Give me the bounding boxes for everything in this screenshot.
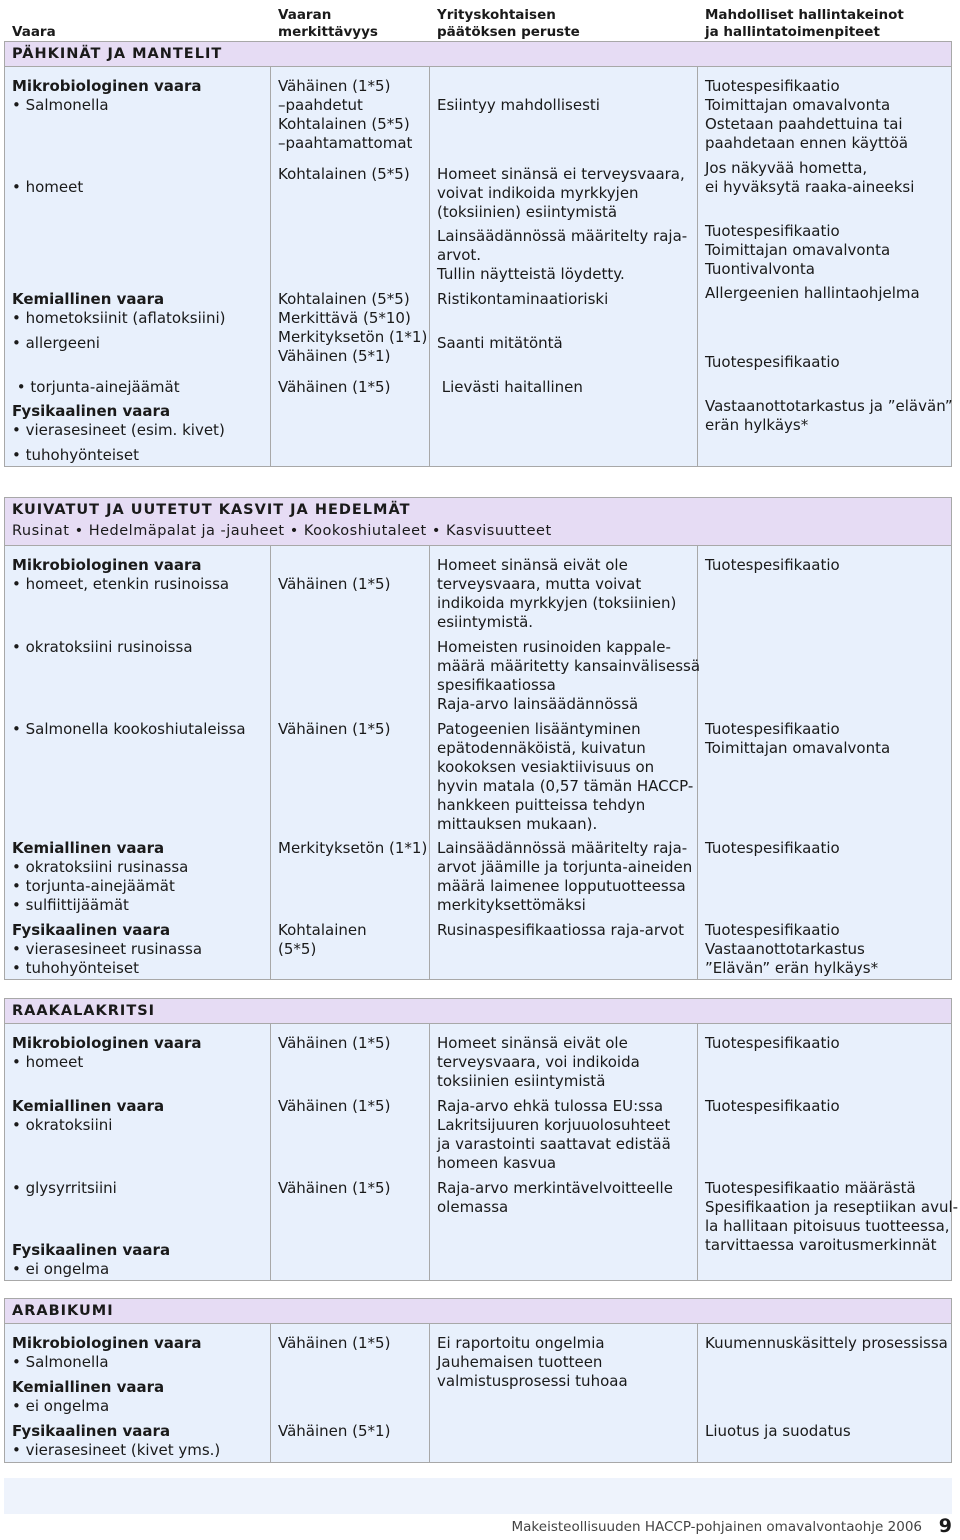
column-headers [4, 5, 952, 41]
hazard-item: • hometoksiinit (aflatoksiini) [12, 309, 226, 327]
measure-text: Tuotespesifikaatio Vastaanottotarkastus ”Elävän” erän hylkäys* [705, 921, 879, 977]
hazard-column [5, 67, 271, 466]
measure-text: Tuotespesifikaatio [705, 839, 840, 857]
measure-text: Kuumennuskäsittely prosessissa [705, 1334, 948, 1352]
hazard-column [5, 1024, 271, 1280]
hazard-category: Fysikaalinen vaara [12, 402, 171, 420]
basis-text: Patogeenien lisääntyminen epätodennäköistä, kuivatun kookoksen vesiaktiivisuus on hyvin matala (0,57 tämän HACCP- hankkeen puitteissa tehdyn mittauksen mukaan). [437, 720, 694, 833]
hazard-category: Mikrobiologinen vaara [12, 1034, 202, 1052]
significance-column [271, 1024, 430, 1280]
column-header-significance: Vaaran merkittävyys [278, 7, 378, 40]
hazard-item: • okratoksiini rusinassa • torjunta-ainejäämät • sulfiittijäämät [12, 858, 189, 914]
hazard-item: • vierasesineet (kivet yms.) [12, 1441, 221, 1459]
column-header-hazard: Vaara [12, 24, 56, 40]
section-body [5, 67, 951, 466]
significance-value: Vähäinen (1*5) [278, 1034, 391, 1052]
basis-text: Rusinaspesifikaatiossa raja-arvot [437, 921, 684, 939]
basis-text: Saanti mitätöntä [437, 334, 563, 352]
basis-text: Homeet sinänsä eivät ole terveysvaara, voi indikoida toksiinien esiintymistä [437, 1034, 640, 1090]
hazard-item: • okratoksiini [12, 1116, 113, 1134]
measures-column [698, 67, 951, 466]
section-body [5, 1324, 951, 1462]
significance-value: Kohtalainen (5*5) [278, 165, 410, 183]
significance-value: Vähäinen (1*5) [278, 575, 391, 593]
hazard-item: • vierasesineet rusinassa • tuhohyönteiset [12, 940, 203, 977]
hazard-category: Kemiallinen vaara [12, 290, 165, 308]
section-body [5, 546, 951, 979]
basis-text: Ristikontaminaatioriski [437, 290, 609, 308]
column-header-basis: Yrityskohtaisen päätöksen peruste [437, 7, 580, 40]
significance-value: Vähäinen (1*5) [278, 1179, 391, 1197]
measure-text: Tuotespesifikaatio määrästä Spesifikaation ja reseptiikan avul- la hallitaan pitoisuus tuotteessa, tarvittaessa varoitusmerkinnät [705, 1179, 959, 1254]
hazard-category: Kemiallinen vaara [12, 1097, 165, 1115]
basis-column [430, 1324, 698, 1462]
measure-text: Tuotespesifikaatio [705, 1034, 840, 1052]
significance-value: Kohtalainen (5*5) Merkittävä (5*10) Merkityksetön (1*1) Vähäinen (5*1) [278, 290, 428, 365]
measure-text: Vastaanottotarkastus ja ”elävän” erän hylkäys* [705, 397, 953, 434]
hazard-column [5, 546, 271, 979]
measure-text: Tuotespesifikaatio [705, 353, 840, 371]
significance-value: Kohtalainen (5*5) [278, 921, 367, 958]
hazard-item: • Salmonella [12, 1353, 109, 1371]
significance-value: Vähäinen (1*5) –paahdetut Kohtalainen (5*5) –paahtamattomat [278, 77, 413, 152]
hazard-item: • Salmonella kookoshiutaleissa [12, 720, 246, 738]
section-header [5, 42, 951, 67]
hazard-item: • allergeeni [12, 334, 100, 352]
basis-text: Esiintyy mahdollisesti [437, 96, 600, 114]
hazard-item: • okratoksiini rusinoissa [12, 638, 193, 656]
hazard-item: • glysyrritsiini [12, 1179, 117, 1197]
hazard-category: Fysikaalinen vaara [12, 921, 171, 939]
basis-text: Raja-arvo merkintävelvoitteelle olemassa [437, 1179, 673, 1216]
basis-text: Homeisten rusinoiden kappale- määrä määritetty kansainvälisessä spesifikaatiossa Raja-arvo lainsäädännössä [437, 638, 701, 713]
section-gum-arabic [4, 1298, 952, 1463]
measure-text: Liuotus ja suodatus [705, 1422, 851, 1440]
hazard-item: • homeet, etenkin rusinoissa [12, 575, 230, 593]
section-dried-plants [4, 497, 952, 980]
measure-text: Jos näkyvää hometta, ei hyväksytä raaka-aineeksi [705, 159, 915, 196]
hazard-category: Mikrobiologinen vaara [12, 1334, 202, 1352]
basis-text: Ei raportoitu ongelmia Jauhemaisen tuotteen valmistusprosessi tuhoaa [437, 1334, 628, 1390]
significance-value: Vähäinen (1*5) [278, 1334, 391, 1352]
significance-value: Merkityksetön (1*1) [278, 839, 428, 857]
basis-text: Lainsäädännössä määritelty raja- arvot jäämille ja torjunta-aineiden määrä laimenee lopputuotteessa merkityksettömäksi [437, 839, 693, 914]
significance-value: Vähäinen (1*5) [278, 1097, 391, 1115]
page-number: 9 [938, 1515, 952, 1537]
hazard-category: Kemiallinen vaara [12, 839, 165, 857]
section-raw-liquorice [4, 998, 959, 1281]
section-title: PÄHKINÄT JA MANTELIT [12, 46, 223, 62]
hazard-item: • ei ongelma [12, 1397, 110, 1415]
measures-column [698, 1324, 951, 1462]
hazard-category: Mikrobiologinen vaara [12, 77, 202, 95]
measure-text: Tuotespesifikaatio Toimittajan omavalvonta Tuontivalvonta [705, 222, 891, 278]
section-title: ARABIKUMI [12, 1303, 114, 1319]
significance-column [271, 1324, 430, 1462]
basis-text: Raja-arvo ehkä tulossa EU:ssa Lakritsijuuren korjuuolosuhteet ja varastointi saattavat edistää homeen kasvua [437, 1097, 671, 1172]
basis-column [430, 546, 701, 979]
hazard-category: Mikrobiologinen vaara [12, 556, 202, 574]
measure-text: Tuotespesifikaatio Toimittajan omavalvonta [705, 720, 891, 757]
section-title: KUIVATUT JA UUTETUT KASVIT JA HEDELMÄT [12, 502, 411, 518]
significance-value: Vähäinen (1*5) [278, 378, 391, 396]
significance-value: Vähäinen (5*1) [278, 1422, 391, 1440]
measure-text: Tuotespesifikaatio [705, 1097, 840, 1115]
section-nuts [4, 41, 952, 467]
hazard-item: • homeet [12, 178, 84, 196]
measure-text: Tuotespesifikaatio [705, 556, 840, 574]
section-header [5, 498, 951, 546]
hazard-category: Kemiallinen vaara [12, 1378, 165, 1396]
hazard-item: • torjunta-ainejäämät [12, 378, 180, 396]
section-header [5, 1299, 951, 1324]
footer-text: Makeisteollisuuden HACCP-pohjainen omavalvontaohje 2006 [511, 1519, 922, 1535]
basis-column [430, 1024, 698, 1280]
significance-value: Vähäinen (1*5) [278, 720, 391, 738]
hazard-item: • vierasesineet (esim. kivet) [12, 421, 225, 439]
significance-column [271, 67, 430, 466]
column-header-measures: Mahdolliset hallintakeinot ja hallintatoimenpiteet [705, 7, 904, 40]
basis-text: Lievästi haitallinen [437, 378, 583, 396]
measure-text: Tuotespesifikaatio Toimittajan omavalvonta Ostetaan paahdettuina tai paahdetaan ennen käyttöä [705, 77, 909, 152]
section-title: RAAKALAKRITSI [12, 1003, 156, 1019]
hazard-item: • tuhohyönteiset [12, 446, 139, 464]
hazard-category: Fysikaalinen vaara [12, 1241, 171, 1259]
hazard-column [5, 1324, 271, 1462]
basis-text: Lainsäädännössä määritelty raja- arvot. Tullin näytteistä löydetty. [437, 227, 688, 283]
measure-text: Allergeenien hallintaohjelma [705, 284, 920, 302]
hazard-item: • Salmonella [12, 96, 109, 114]
basis-text: Homeet sinänsä eivät ole terveysvaara, mutta voivat indikoida myrkkyjen (toksiinien) esiintymistä. [437, 556, 677, 631]
section-header [5, 999, 951, 1024]
hazard-item: • homeet [12, 1053, 84, 1071]
hazard-category: Fysikaalinen vaara [12, 1422, 171, 1440]
footer-band [4, 1478, 952, 1514]
section-body [5, 1024, 959, 1280]
basis-column [430, 67, 698, 466]
basis-text: Homeet sinänsä ei terveysvaara, voivat indikoida myrkkyjen (toksiinien) esiintymistä [437, 165, 685, 221]
significance-column [271, 546, 430, 979]
section-subtitle: Rusinat • Hedelmäpalat ja -jauheet • Kookoshiutaleet • Kasvisuutteet [12, 523, 552, 539]
measures-column [698, 546, 951, 979]
measures-column [698, 1024, 959, 1280]
hazard-item: • ei ongelma [12, 1260, 110, 1278]
